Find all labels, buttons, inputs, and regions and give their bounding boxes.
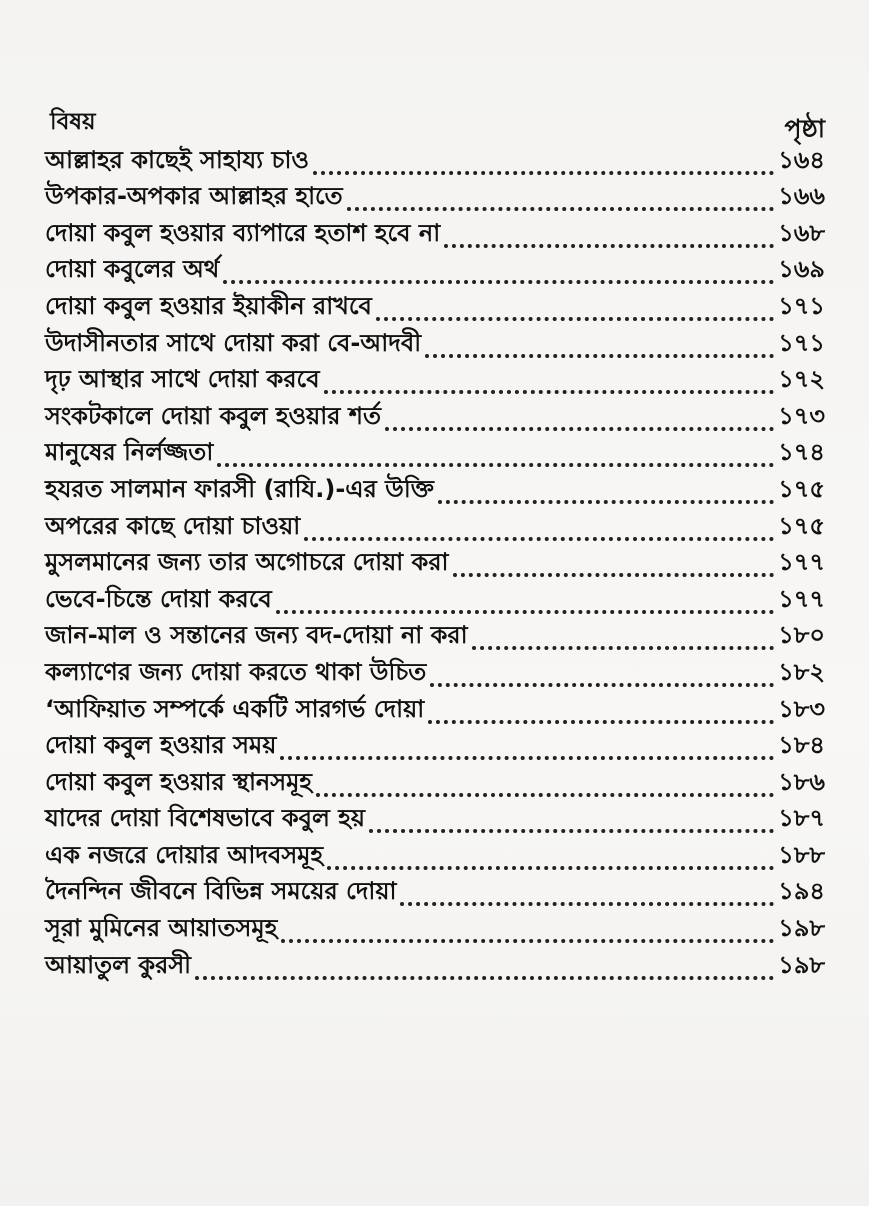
page-heading: পৃষ্ঠা	[784, 114, 825, 143]
toc-entry: আয়াতুল কুরসী ১৯৮	[45, 950, 825, 979]
toc-entry: হযরত সালমান ফারসী (রাযি.)-এর উক্তি ১৭৫	[45, 474, 825, 503]
toc-entry: যাদের দোয়া বিশেষভাবে কবুল হয় ১৮৭	[45, 804, 825, 833]
toc-entry: উপকার-অপকার আল্লাহর হাতে ১৬৬	[45, 182, 825, 211]
subject-heading: বিষয়	[50, 109, 96, 135]
toc-entry: দৈনন্দিন জীবনে বিভিন্ন সময়ের দোয়া ১৯৪	[45, 877, 825, 906]
toc-entry: উদাসীনতার সাথে দোয়া করা বে-আদবী ১৭১	[45, 328, 825, 357]
toc-entry: দোয়া কবুলের অর্থ ১৬৯	[45, 255, 825, 284]
toc-entry: আল্লাহর কাছেই সাহায্য চাও ১৬৪	[45, 145, 825, 174]
table-of-contents	[45, 145, 825, 987]
toc-entry: দৃঢ় আস্থার সাথে দোয়া করবে ১৭২	[45, 365, 825, 394]
toc-entry: সংকটকালে দোয়া কবুল হওয়ার শর্ত ১৭৩	[45, 401, 825, 430]
toc-entry: দোয়া কবুল হওয়ার সময় ১৮৪	[45, 731, 825, 760]
toc-header	[50, 95, 825, 143]
toc-entry: মানুষের নির্লজ্জতা ১৭৪	[45, 438, 825, 467]
toc-entry: এক নজরে দোয়ার আদবসমূহ ১৮৮	[45, 840, 825, 869]
toc-entry: অপরের কাছে দোয়া চাওয়া ১৭৫	[45, 511, 825, 540]
toc-entry: দোয়া কবুল হওয়ার ব্যাপারে হতাশ হবে না ১৬৮	[45, 218, 825, 247]
toc-entry: মুসলমানের জন্য তার অগোচরে দোয়া করা ১৭৭	[45, 548, 825, 577]
toc-entry: ভেবে-চিন্তে দোয়া করবে ১৭৭	[45, 584, 825, 613]
toc-entry: কল্যাণের জন্য দোয়া করতে থাকা উচিত ১৮২	[45, 657, 825, 686]
toc-entry: জান-মাল ও সন্তানের জন্য বদ-দোয়া না করা ১৮০	[45, 621, 825, 650]
toc-entry: দোয়া কবুল হওয়ার ইয়াকীন রাখবে ১৭১	[45, 291, 825, 320]
toc-entry: সূরা মুমিনের আয়াতসমূহ ১৯৮	[45, 914, 825, 943]
toc-entry: ‘আফিয়াত সম্পর্কে একটি সারগর্ভ দোয়া ১৮৩	[45, 694, 825, 723]
toc-entry: দোয়া কবুল হওয়ার স্থানসমূহ ১৮৬	[45, 767, 825, 796]
